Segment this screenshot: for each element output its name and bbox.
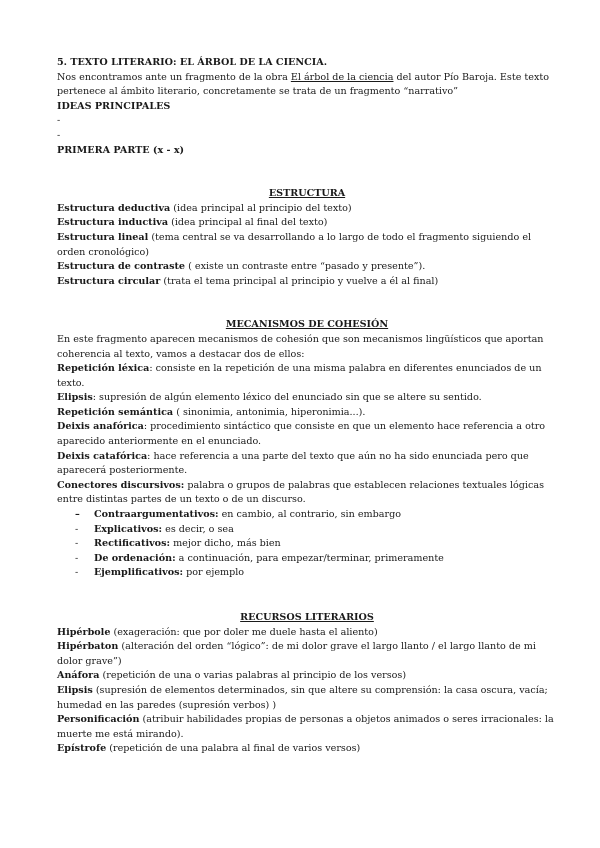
recurso-item: Personificación (atribuir habilidades propias de personas a objetos animados o seres irracionales: la muerte me está mirando). bbox=[57, 714, 554, 740]
estructura-item: Estructura circular (trata el tema principal al principio y vuelve a él al final) bbox=[57, 275, 439, 287]
first-part-heading: PRIMERA PARTE (x - x) bbox=[57, 144, 185, 156]
intro-paragraph: Nos encontramos ante un fragmento de la obra El árbol de la ciencia del autor Pío Baroja. Este texto pertenece al ámbito literario, concretamente se trata de un fragmento “narrativo” bbox=[57, 71, 549, 98]
cohesion-heading: MECANISMOS DE COHESIÓN bbox=[225, 319, 389, 331]
recurso-item: Hipérbaton (alteración del orden “lógico”: de mi dolor grave el largo llanto / el largo llanto de mi dolor grave”) bbox=[57, 641, 536, 667]
ideas-heading: IDEAS PRINCIPALES bbox=[57, 100, 171, 112]
list-item: – Contraargumentativos: en cambio, al contrario, sin embargo bbox=[75, 508, 557, 523]
idea-bullet: - bbox=[57, 129, 61, 141]
recurso-item: Epístrofe (repetición de una palabra al final de varios versos) bbox=[57, 743, 361, 755]
document-page bbox=[57, 56, 557, 757]
cohesion-intro: En este fragmento aparecen mecanismos de cohesión que son mecanismos lingüísticos que aportan coherencia al texto, vamos a destacar dos de ellos: bbox=[57, 333, 544, 360]
estructura-item: Estructura inductiva (idea principal al final del texto) bbox=[57, 217, 328, 229]
connectors-list bbox=[57, 508, 557, 581]
cohesion-item: Elipsis: supresión de algún elemento léxico del enunciado sin que se altere su sentido. bbox=[57, 392, 482, 404]
estructura-heading: ESTRUCTURA bbox=[268, 188, 346, 200]
recurso-item: Elipsis (supresión de elementos determinados, sin que altere su comprensión: la casa oscura, vacía; humedad en las paredes (supresión verbos) ) bbox=[57, 684, 548, 711]
cohesion-item: Conectores discursivos: palabra o grupos de palabras que establecen relaciones textuales lógicas entre distintas partes de un texto o de un discurso. bbox=[57, 479, 545, 506]
list-item: - Rectificativos: mejor dicho, más bien bbox=[75, 537, 557, 552]
work-title: El árbol de la ciencia bbox=[290, 71, 394, 83]
estructura-item: Estructura deductiva (idea principal al principio del texto) bbox=[57, 202, 352, 214]
list-item: - De ordenación: a continuación, para empezar/terminar, primeramente bbox=[75, 552, 557, 567]
estructura-item: Estructura lineal (tema central se va desarrollando a lo largo de todo el fragmento siguiendo el orden cronológico) bbox=[57, 231, 532, 258]
cohesion-item: Repetición léxica: consiste en la repetición de una misma palabra en diferentes enunciados de un texto. bbox=[57, 363, 542, 389]
cohesion-item: Deixis catafórica: hace referencia a una parte del texto que aún no ha sido enunciada pero que aparecerá posteriormente. bbox=[57, 450, 529, 477]
cohesion-item: Repetición semántica ( sinonimia, antonimia, hiperonimia...). bbox=[57, 406, 366, 418]
section-title: 5. TEXTO LITERARIO: EL ÁRBOL DE LA CIENCIA. bbox=[57, 57, 328, 68]
recurso-item: Hipérbole (exageración: que por doler me duele hasta el aliento) bbox=[57, 626, 378, 638]
recursos-heading: RECURSOS LITERARIOS bbox=[240, 612, 374, 623]
cohesion-item: Deixis anafórica: procedimiento sintáctico que consiste en que un elemento hace referencia a otro aparecido anteriormente en el enunciado. bbox=[57, 421, 546, 448]
list-item: - Explicativos: es decir, o sea bbox=[75, 523, 557, 538]
estructura-item: Estructura de contraste ( existe un contraste entre “pasado y presente”). bbox=[57, 261, 426, 273]
list-item: - Ejemplificativos: por ejemplo bbox=[75, 566, 557, 581]
idea-bullet: - bbox=[57, 115, 61, 127]
recurso-item: Anáfora (repetición de una o varias palabras al principio de los versos) bbox=[57, 670, 407, 682]
